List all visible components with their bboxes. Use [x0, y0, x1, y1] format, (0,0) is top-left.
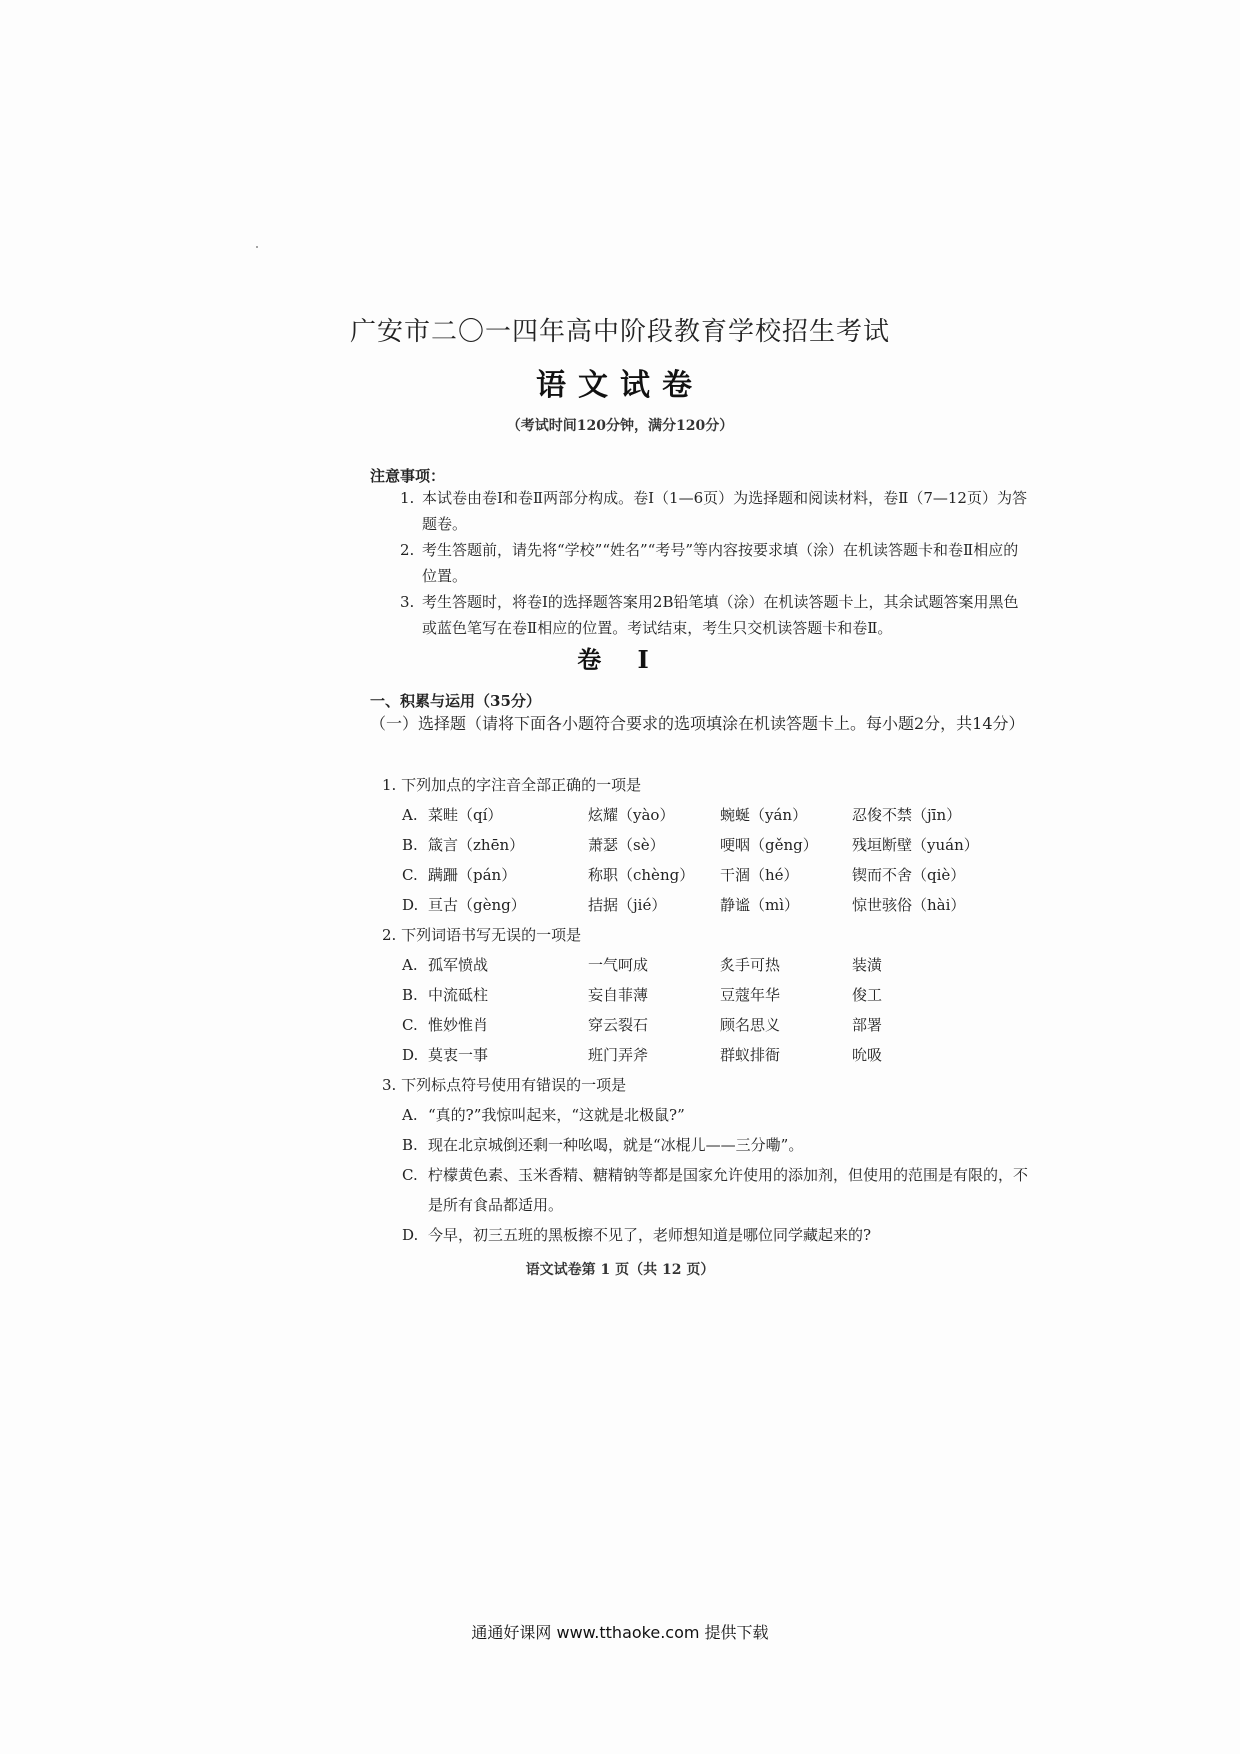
option-cell: 穿云裂石	[588, 1016, 649, 1034]
option-cell: 残垣断壁（yuán）	[852, 836, 979, 854]
option-row	[382, 1130, 1032, 1160]
option-letter: C.	[402, 1166, 418, 1184]
option-row	[382, 1160, 1032, 1220]
option-letter: B.	[402, 986, 418, 1004]
option-cell: 群蚁排衙	[720, 1046, 781, 1064]
exam-title: 广安市二〇一四年高中阶段教育学校招生考试	[349, 317, 890, 347]
option-cell: 顾名思义	[720, 1016, 781, 1034]
section-title: 卷 Ⅰ	[577, 645, 663, 674]
option-cell: 吮吸	[852, 1046, 883, 1064]
option-row	[382, 1100, 1032, 1130]
option-letter: A.	[402, 1106, 418, 1124]
option-cell: 静谧（mì）	[720, 896, 800, 914]
option-cell: 萧瑟（sè）	[588, 836, 665, 854]
option-cell: 孤军愤战	[428, 956, 489, 974]
option-cell: 箴言（zhēn）	[428, 836, 525, 854]
option-letter: C.	[402, 866, 418, 884]
option-row	[382, 950, 1032, 980]
option-cell: 中流砥柱	[428, 986, 489, 1004]
option-letter: B.	[402, 836, 418, 854]
option-cell: 干涸（hé）	[720, 866, 799, 884]
option-row	[382, 830, 1032, 860]
exam-duration-info: （考试时间120分钟，满分120分）	[506, 418, 734, 434]
option-cell: 惟妙惟肖	[428, 1016, 489, 1034]
notice-number: 1.	[400, 489, 415, 507]
option-cell: 炫耀（yào）	[588, 806, 675, 824]
notice-text: 本试卷由卷Ⅰ和卷Ⅱ两部分构成。卷Ⅰ（1—6页）为选择题和阅读材料，卷Ⅱ（7—12页）为答题卷。	[422, 489, 1027, 533]
option-cell: 忍俊不禁（jīn）	[852, 806, 962, 824]
option-cell: 莫衷一事	[428, 1046, 489, 1064]
question-stem: 2. 下列词语书写无误的一项是	[382, 926, 582, 944]
notice-text: 考生答题前，请先将“学校”“姓名”“考号”等内容按要求填（涂）在机读答题卡和卷Ⅱ相应的位置。	[422, 541, 1019, 585]
notice-heading: 注意事项：	[370, 467, 446, 485]
option-cell: 惊世骇俗（hài）	[852, 896, 966, 914]
option-letter: D.	[402, 1046, 419, 1064]
option-row	[382, 860, 1032, 890]
option-cell: 拮据（jié）	[588, 896, 667, 914]
option-cell: 炙手可热	[720, 956, 781, 974]
option-text: “真的?”我惊叫起来，“这就是北极鼠?”	[428, 1106, 685, 1124]
option-text: 今早，初三五班的黑板擦不见了，老师想知道是哪位同学藏起来的?	[428, 1226, 872, 1244]
option-cell: 一气呵成	[588, 956, 649, 974]
option-cell: 蜿蜒（yán）	[720, 806, 808, 824]
option-cell: 部署	[852, 1016, 883, 1034]
notice-text: 考生答题时，将卷Ⅰ的选择题答案用2B铅笔填（涂）在机读答题卡上，其余试题答案用黑色或蓝色笔写在卷Ⅱ相应的位置。考试结束，考生只交机读答题卡和卷Ⅱ。	[422, 593, 1019, 637]
choice-section-heading: （一）选择题（请将下面各小题符合要求的选项填涂在机读答题卡上。每小题2分，共14分）	[370, 714, 1025, 733]
option-cell: 班门弄斧	[588, 1046, 649, 1064]
option-row	[382, 980, 1032, 1010]
option-cell: 俊工	[852, 986, 883, 1004]
page-number-footer: 语文试卷第 1 页（共 12 页）	[525, 1262, 715, 1278]
option-text: 柠檬黄色素、玉米香精、糖精钠等都是国家允许使用的添加剂，但使用的范围是有限的，不是所有食品都适用。	[428, 1166, 1029, 1214]
option-row	[382, 890, 1032, 920]
question-3	[382, 1070, 1032, 1250]
scan-speck	[256, 246, 258, 248]
option-letter: D.	[402, 1226, 419, 1244]
option-cell: 妄自菲薄	[588, 986, 649, 1004]
option-row	[382, 800, 1032, 830]
option-row	[382, 1010, 1032, 1040]
notice-item	[400, 589, 1028, 641]
option-cell: 亘古（gèng）	[428, 896, 526, 914]
option-cell: 称职（chèng）	[588, 866, 695, 884]
question-stem: 1. 下列加点的字注音全部正确的一项是	[382, 776, 642, 794]
site-credit-footer: 通通好课网 www.tthaoke.com 提供下载	[471, 1623, 769, 1642]
question-2	[382, 920, 1032, 1070]
part-heading: 一、积累与运用（35分）	[370, 692, 541, 710]
option-cell: 豆蔻年华	[720, 986, 781, 1004]
option-row	[382, 1040, 1032, 1070]
notice-list	[400, 485, 1028, 641]
option-cell: 蹒跚（pán）	[428, 866, 517, 884]
option-letter: A.	[402, 806, 418, 824]
option-cell: 装潢	[852, 956, 883, 974]
notice-item	[400, 537, 1028, 589]
notice-number: 2.	[400, 541, 415, 559]
option-letter: A.	[402, 956, 418, 974]
notice-item	[400, 485, 1028, 537]
option-text: 现在北京城倒还剩一种吆喝，就是“冰棍儿——三分嘞”。	[428, 1136, 804, 1154]
option-letter: C.	[402, 1016, 418, 1034]
option-letter: B.	[402, 1136, 418, 1154]
question-stem: 3. 下列标点符号使用有错误的一项是	[382, 1076, 627, 1094]
paper-subtitle: 语文试卷	[536, 368, 704, 403]
option-letter: D.	[402, 896, 419, 914]
question-1	[382, 770, 1032, 920]
option-row	[382, 1220, 1032, 1250]
option-cell: 哽咽（gěng）	[720, 836, 818, 854]
notice-number: 3.	[400, 593, 415, 611]
option-cell: 锲而不舍（qiè）	[852, 866, 966, 884]
option-cell: 菜畦（qí）	[428, 806, 503, 824]
